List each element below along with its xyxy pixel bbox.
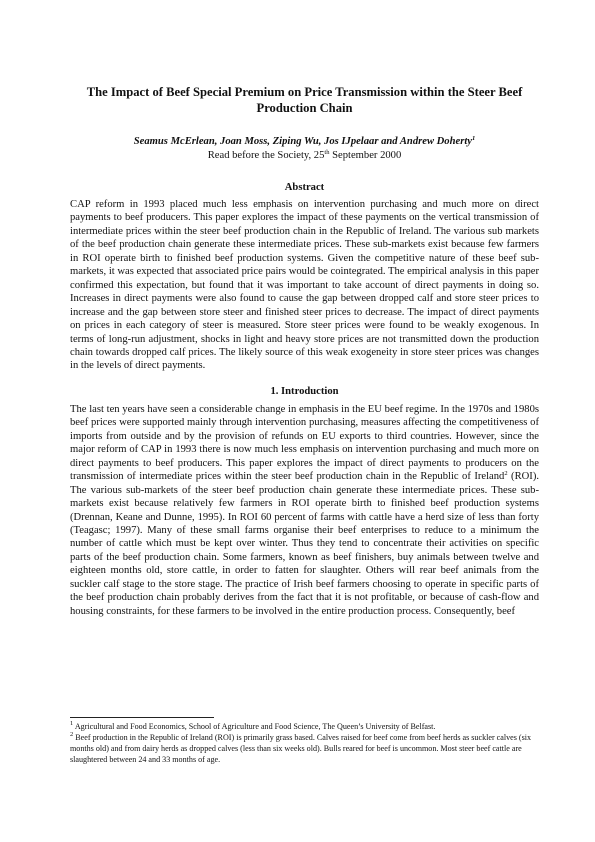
author-names: Seamus McErlean, Joan Moss, Ziping Wu, Jos IJpelaar and Andrew Doherty [133, 136, 472, 147]
introduction-footnote-mark: 2 [504, 470, 508, 478]
footnote-1 [70, 721, 539, 732]
footnote-1-text: Agricultural and Food Economics, School of Agriculture and Food Science, The Queen’s University of Belfast. [73, 722, 436, 731]
author-list [70, 135, 539, 149]
read-before-prefix: Read before the Society, 25 [207, 150, 325, 161]
footnote-separator [70, 717, 214, 718]
introduction-heading: 1. Introduction [270, 385, 339, 397]
footnote-2-text: Beef production in the Republic of Ireland (ROI) is primarily grass based. Calves raised for beef come from beef herds as suckler calves (six months old) and from dairy herds as dropped calves (less than six weeks old). Bulls reared for beef is uncommon. Most steer beef cattle are slaughtered between 24 and 33 months of age. [70, 733, 532, 764]
read-before-suffix: September 2000 [329, 150, 402, 161]
paper-page [70, 84, 539, 618]
footnote-2 [70, 732, 539, 765]
abstract-heading: Abstract [284, 182, 325, 193]
introduction-paragraph [70, 403, 539, 618]
read-before-line [70, 149, 539, 163]
footnote-2-mark: 2 [70, 731, 74, 738]
introduction-text-part-1: The last ten years have seen a considerable change in emphasis in the EU beef regime. In the 1970s and 1980s beef prices were supported mainly through intervention purchasing, measures affecting the competitiveness of imports from outside and by the provision of refunds on EU exports to third countries. However, since the major reform of CAP in 1993 there is now much less emphasis on intervention purchasing and much more on direct payments to beef producers. This paper explores the impact of direct payments to producers on the transmission of intermediate prices within the steer beef production chain in the Republic of Ireland [70, 403, 539, 483]
abstract-text: CAP reform in 1993 placed much less emphasis on intervention purchasing and much more on direct payments to beef producers. This paper explores the impact of these payments on the vertical transmission of intermediate prices within the steer beef production chain in the Republic of Ireland. The various sub markets of the beef production chain generate these intermediate prices. These sub-markets exist because few farmers in ROI operate birth to finished beef production systems. Given the competitive nature of these beef sub-markets, it was expected that associated price pairs would be cointegrated. The empirical analysis in this paper confirmed this expectation, but found that it was important to take account of direct payments in doing so. Increases in direct payments were also found to cause the gap between dropped calf and store steer prices to increase and the gap between store steer and finished steer prices to decrease. The impact of direct payments on prices in each category of steer is measured. Store steer prices were found to be weakly exogenous. In terms of long-run adjustment, shocks in light and heavy store prices are not transmitted down the production chain towards dropped calf prices. The likely source of this weak exogeneity in store steer prices was changes in the levels of direct payments. [70, 199, 539, 372]
author-footnote-mark: 1 [471, 135, 476, 142]
read-before-ordinal: th [324, 149, 330, 156]
footnotes [70, 721, 539, 765]
footnote-1-mark: 1 [70, 720, 74, 727]
paper-title: The Impact of Beef Special Premium on Price Transmission within the Steer Beef Production Chain [86, 85, 523, 115]
introduction-text-part-2: (ROI). The various sub-markets of the steer beef production chain generate these intermediate prices. These sub-markets exist because relatively few farmers in ROI operate birth to finished beef production systems (Drennan, Keane and Dunne, 1995). In ROI 60 percent of farms with cattle have a herd size of less than forty (Teagasc; 1997). Many of these small farms organise their beef enterprises to reduce to a minimum the number of cattle which must be kept over winter. Thus they tend to concentrate their activities on specific parts of the beef production chain. Some farmers, known as beef finishers, buy animals between twelve and eighteen months old, store cattle, in order to fatten for slaughter. Others will rear beef animals from the suckler calf stage to the store stage. The practice of Irish beef farmers choosing to operate in specific parts of the beef production chain probably derives from the fact that it is not profitable, or because of cash-flow and housing constraints, for these farmers to be involved in the entire production process. Consequently, beef [70, 471, 539, 617]
